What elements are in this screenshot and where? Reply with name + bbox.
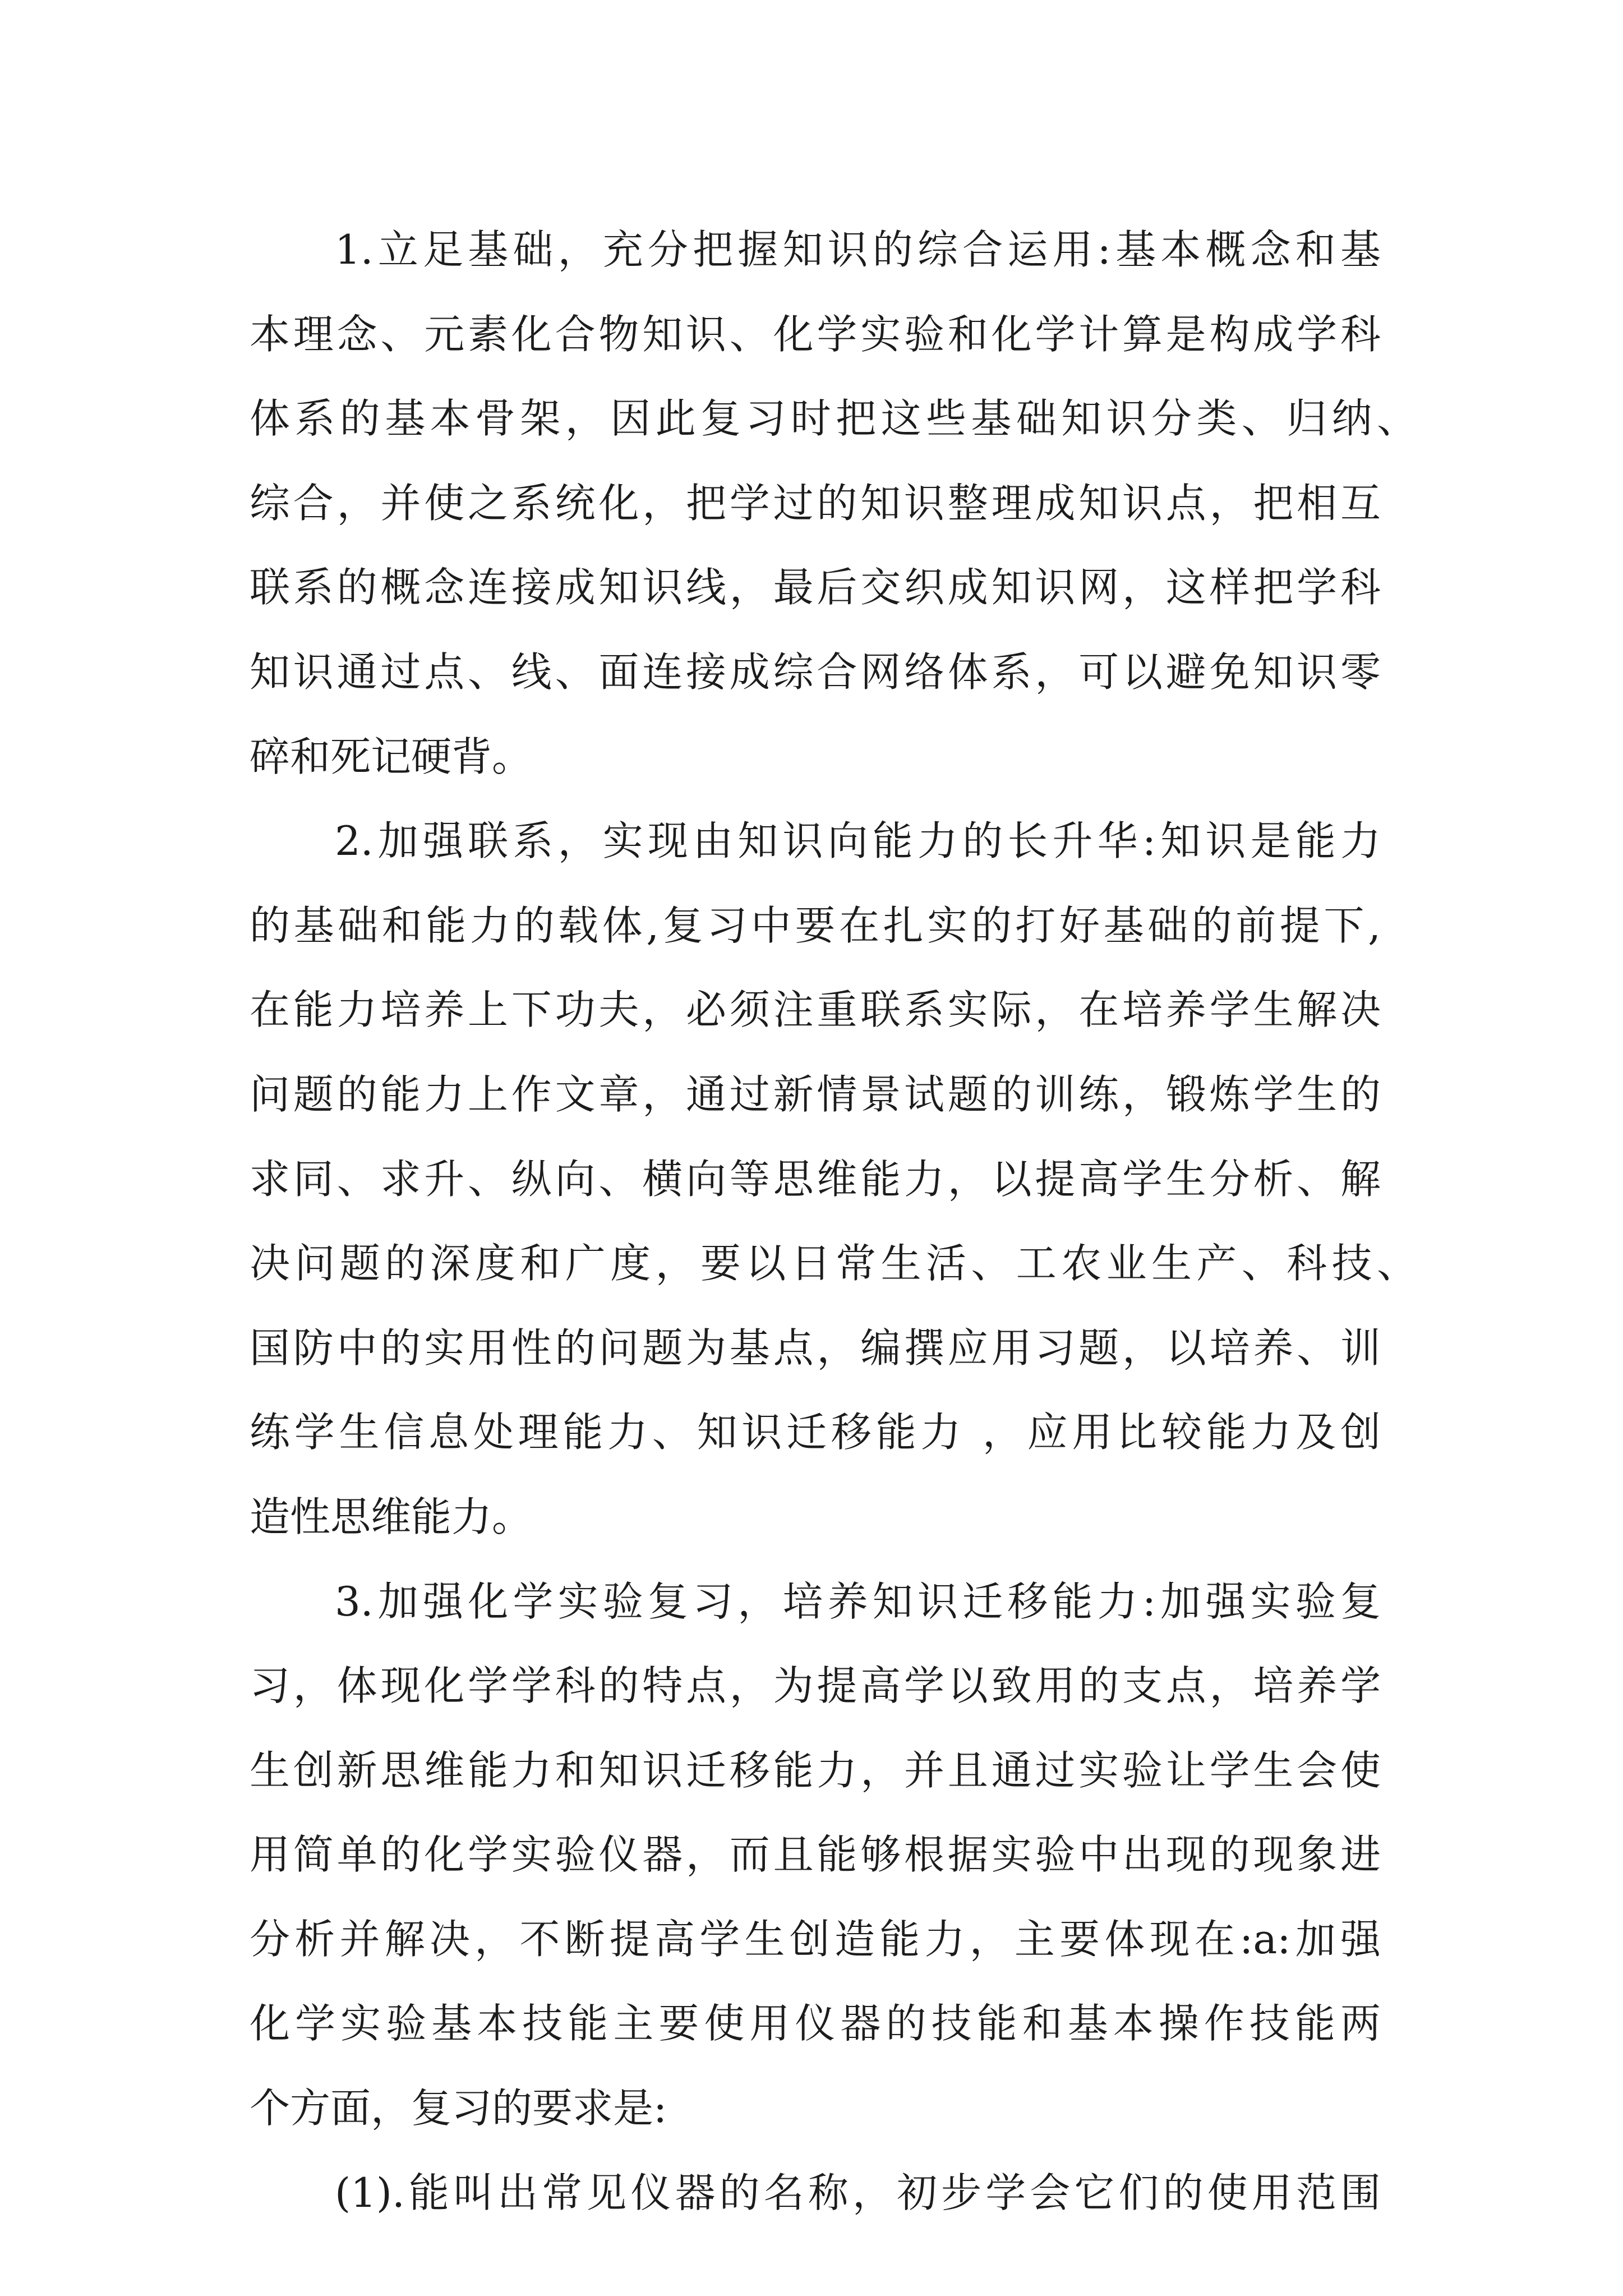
text-line: 在能力培养上下功夫，必须注重联系实际，在培养学生解决 <box>250 986 1381 1034</box>
text-line: 体系的基本骨架，因此复习时把这些基础知识分类、归纳、 <box>250 395 1417 443</box>
text-line: 个方面，复习的要求是: <box>250 2085 667 2132</box>
text-line: 决问题的深度和广度，要以日常生活、工农业生产、科技、 <box>250 1240 1417 1287</box>
text-line: 习，体现化学学科的特点，为提高学以致用的支点，培养学 <box>250 1662 1381 1710</box>
text-line: (1).能叫出常见仪器的名称，初步学会它们的使用范围 <box>335 2169 1381 2216</box>
text-line: 练学生信息处理能力、知识迁移能力 ，应用比较能力及创 <box>250 1409 1381 1456</box>
paragraph-1 <box>250 208 1417 799</box>
text-line: 生创新思维能力和知识迁移能力，并且通过实验让学生会使 <box>250 1746 1381 1794</box>
text-line: 3.加强化学实验复习，培养知识迁移能力:加强实验复 <box>335 1577 1381 1625</box>
text-line: 本理念、元素化合物知识、化学实验和化学计算是构成学科 <box>250 310 1381 358</box>
text-line: 用简单的化学实验仪器，而且能够根据实验中出现的现象进 <box>250 1831 1381 1879</box>
text-line: 化学实验基本技能主要使用仪器的技能和基本操作技能两 <box>250 2000 1381 2047</box>
text-line: 问题的能力上作文章，通过新情景试题的训练，锻炼学生的 <box>250 1070 1381 1118</box>
text-line: 造性思维能力。 <box>250 1493 533 1540</box>
text-line: 综合，并使之系统化，把学过的知识整理成知识点，把相互 <box>250 479 1381 527</box>
text-line: 2.加强联系，实现由知识向能力的长升华:知识是能力 <box>335 817 1381 865</box>
text-line: 碎和死记硬背。 <box>250 733 533 780</box>
text-line: 求同、求升、纵向、横向等思维能力，以提高学生分析、解 <box>250 1155 1381 1203</box>
text-line: 国防中的实用性的问题为基点，编撰应用习题，以培养、训 <box>250 1324 1381 1372</box>
text-line: 的基础和能力的载体,复习中要在扎实的打好基础的前提下, <box>250 901 1381 949</box>
paragraph-2 <box>250 799 1417 1559</box>
text-line: 1.立足基础，充分把握知识的综合运用:基本概念和基 <box>335 226 1381 273</box>
text-line: 知识通过点、线、面连接成综合网络体系，可以避免知识零 <box>250 648 1381 696</box>
paragraph-4 <box>250 2151 1381 2235</box>
paragraph-3 <box>250 1559 1381 2151</box>
text-line: 联系的概念连接成知识线，最后交织成知识网，这样把学科 <box>250 564 1381 611</box>
document-body <box>250 208 1417 2235</box>
text-line: 分析并解决，不断提高学生创造能力，主要体现在:a:加强 <box>250 1915 1381 1963</box>
